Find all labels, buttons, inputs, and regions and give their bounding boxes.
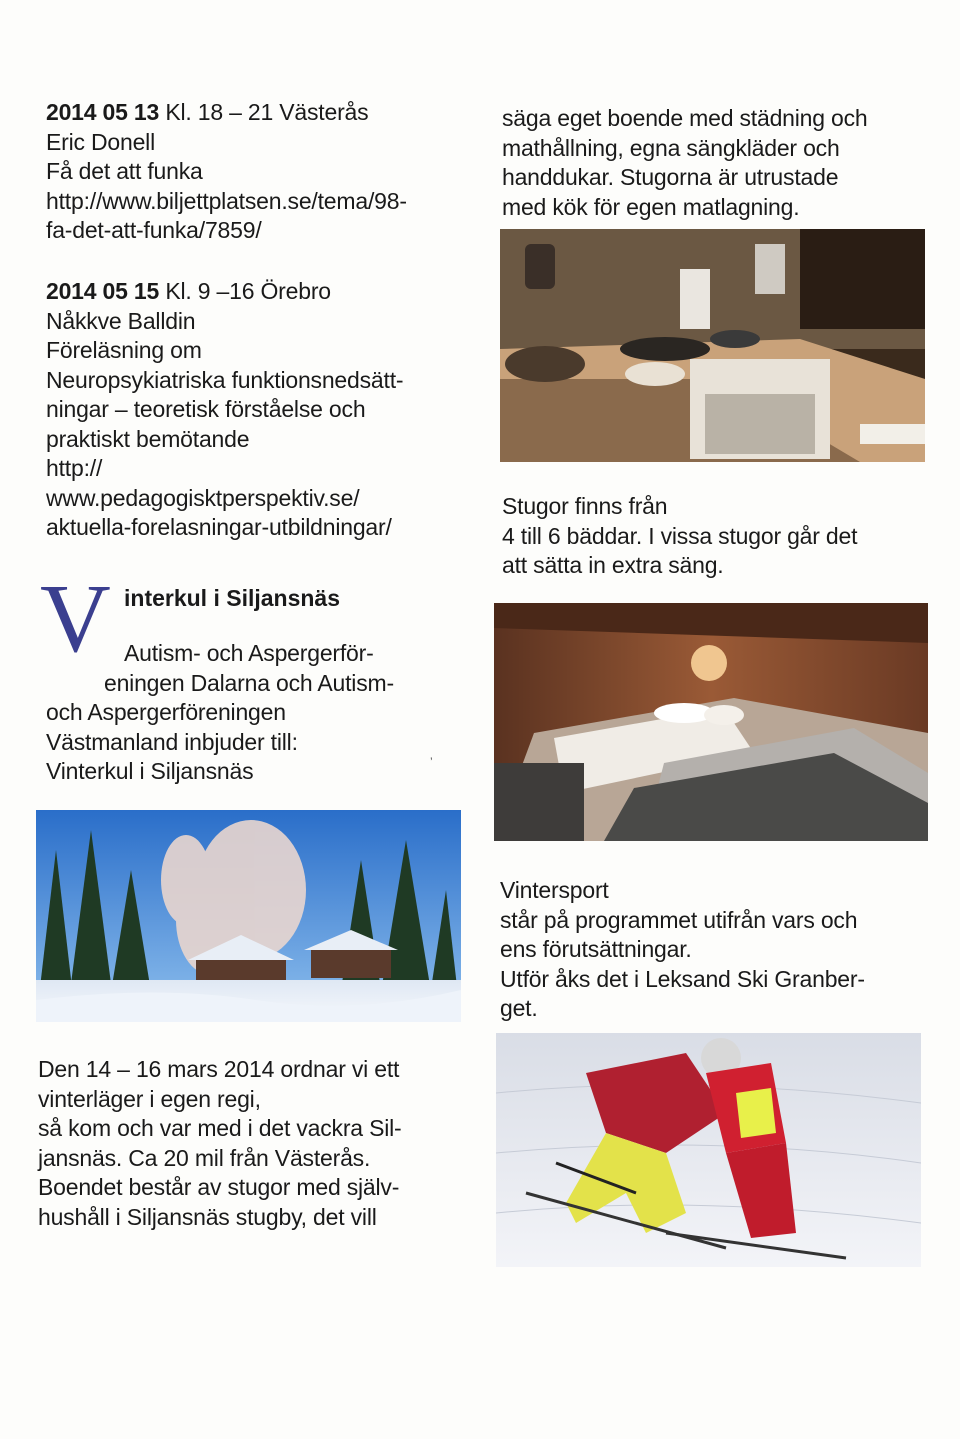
- event-2-url-2: www.pedagogisktperspektiv.se/: [46, 484, 360, 511]
- kitchen-photo: [500, 229, 925, 462]
- intro-line-5: Vinterkul i Siljansnäs: [46, 758, 254, 784]
- body-line-2: vinterläger i egen regi,: [38, 1085, 261, 1112]
- intro-line-1: Autism- och Aspergerför-: [124, 640, 374, 666]
- event-1-header: [46, 98, 407, 128]
- event-2-line-4: praktiskt bemötande: [46, 425, 250, 452]
- event-2-url-3: aktuella-forelasningar-utbildningar/: [46, 514, 392, 540]
- body-line-6: hushåll i Siljansnäs stugby, det vill: [38, 1203, 377, 1230]
- drop-cap: V: [40, 565, 111, 673]
- article-intro: [46, 639, 394, 787]
- sport-line-3: ens förutsättningar.: [500, 936, 692, 962]
- right-top-line-4: med kök för egen matlagning.: [502, 193, 800, 220]
- event-2-date: 2014 05 15: [46, 278, 160, 304]
- article-body: [38, 1055, 401, 1232]
- event-2-url-1: http://: [46, 455, 103, 481]
- event-2-time-place: Kl. 9 –16 Örebro: [159, 278, 331, 304]
- sport-line-5: get.: [500, 995, 538, 1021]
- cabins-line-2: 4 till 6 bäddar. I vissa stugor går det: [502, 522, 858, 549]
- body-line-3: så kom och var med i det vackra Sil-: [38, 1115, 402, 1141]
- sport-line-1: Vintersport: [500, 877, 609, 903]
- event-1-time-place: Kl. 18 – 21 Västerås: [159, 99, 369, 125]
- cabins-text: [502, 492, 857, 581]
- body-line-1: Den 14 – 16 mars 2014 ordnar vi ett: [38, 1056, 400, 1082]
- scan-speck: ’: [430, 755, 433, 769]
- skiing-photo: [496, 1033, 921, 1267]
- event-2-line-2: Neuropsykiatriska funktionsnedsätt-: [46, 366, 404, 393]
- right-top-line-3: handdukar. Stugorna är utrustade: [502, 164, 839, 190]
- right-top-line-2: mathållning, egna sängkläder och: [502, 134, 840, 161]
- article-heading: interkul i Siljansnäs: [124, 585, 341, 611]
- winter-cabins-photo: [36, 810, 461, 1022]
- event-2-line-3: ningar – teoretisk förståelse och: [46, 396, 366, 422]
- cabins-line-3: att sätta in extra säng.: [502, 552, 724, 578]
- sport-text: [500, 876, 865, 1024]
- event-1-date: 2014 05 13: [46, 99, 160, 125]
- event-2-speaker: Nåkkve Balldin: [46, 307, 196, 334]
- sport-line-4: Utför åks det i Leksand Ski Granber-: [500, 965, 865, 992]
- event-1-url-1: http://www.biljettplatsen.se/tema/98-: [46, 187, 407, 214]
- sport-line-2: står på programmet utifrån vars och: [500, 906, 858, 933]
- event-1-speaker: Eric Donell: [46, 128, 156, 155]
- intro-line-4: Västmanland inbjuder till:: [46, 728, 298, 755]
- event-2: [46, 277, 403, 543]
- body-line-4: jansnäs. Ca 20 mil från Västerås.: [38, 1144, 371, 1171]
- bedroom-photo: [494, 603, 928, 841]
- event-1: [46, 98, 407, 246]
- cabins-line-1: Stugor finns från: [502, 493, 668, 519]
- right-top-line-1: säga eget boende med städning och: [502, 105, 868, 131]
- right-column-top: [502, 104, 868, 222]
- intro-line-3: och Aspergerföreningen: [46, 699, 286, 725]
- event-1-url-2: fa-det-att-funka/7859/: [46, 217, 262, 243]
- event-2-header: [46, 277, 403, 307]
- event-1-title: Få det att funka: [46, 158, 203, 184]
- event-2-line-1: Föreläsning om: [46, 337, 202, 363]
- body-line-5: Boendet består av stugor med själv-: [38, 1174, 400, 1200]
- intro-line-2: eningen Dalarna och Autism-: [104, 669, 394, 696]
